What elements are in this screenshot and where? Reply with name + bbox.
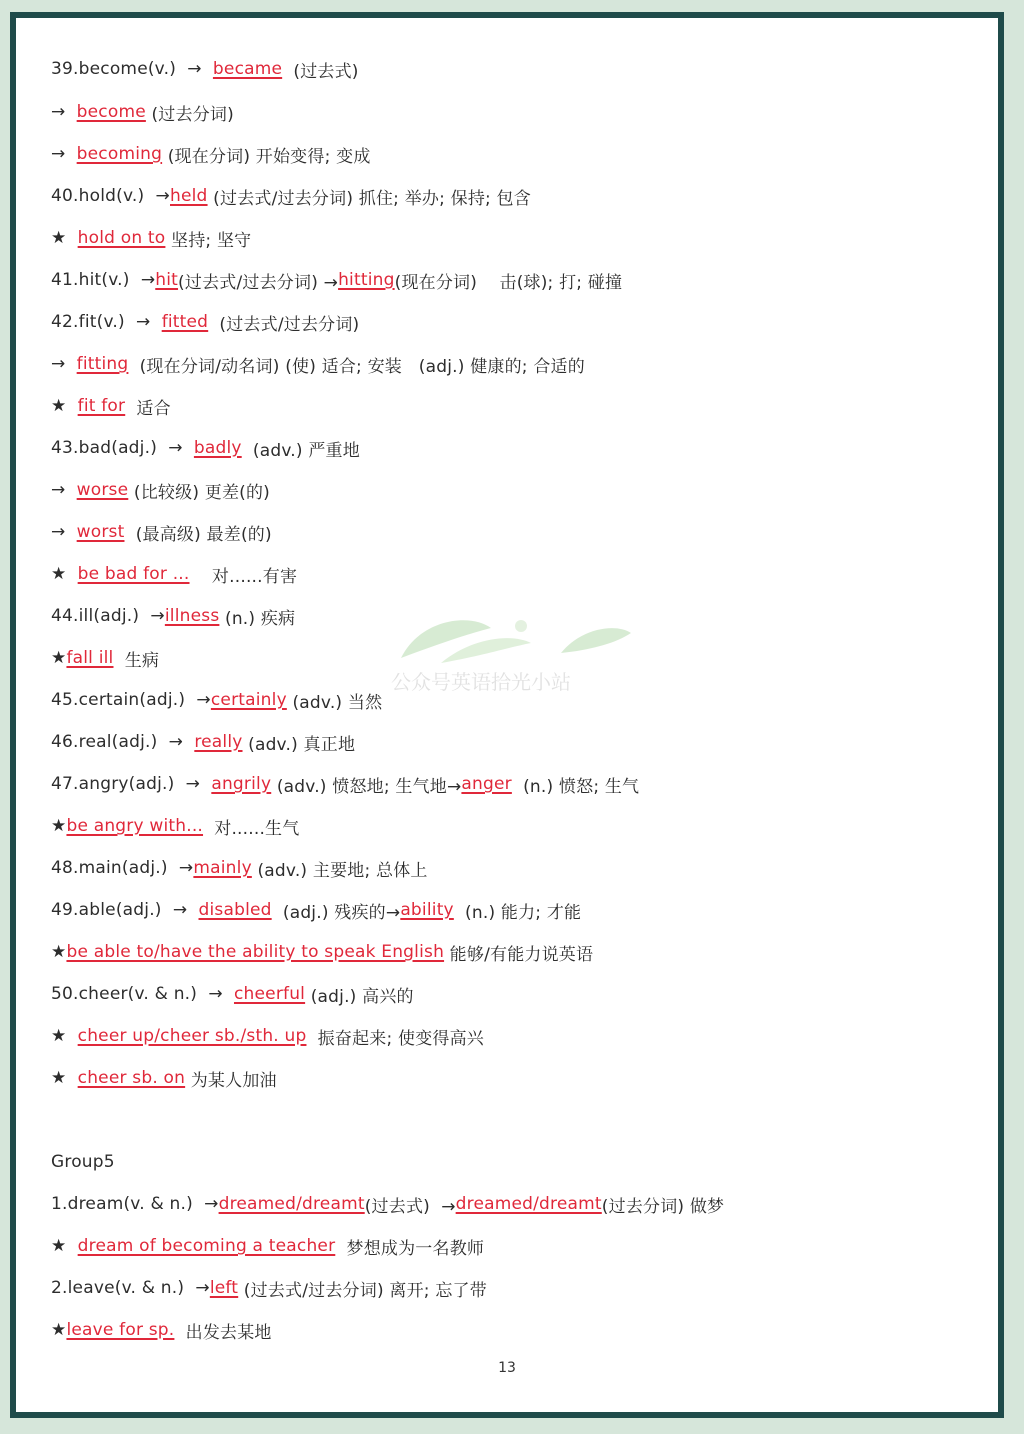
vocab-line [51, 1189, 988, 1219]
line-text: (最高级) 最差(的) [124, 524, 272, 545]
answer-text: badly [193, 438, 242, 458]
vocab-line [51, 895, 988, 925]
line-text: 1.dream(v. & n.) → [51, 1194, 219, 1214]
vocab-line [51, 1231, 988, 1261]
document-page [16, 18, 998, 1412]
line-text: → [51, 522, 77, 542]
vocab-line [51, 139, 988, 169]
answer-text: held [170, 186, 208, 206]
vocab-line [51, 727, 988, 757]
line-text: 适合 [125, 398, 171, 419]
answer-text: worst [76, 522, 125, 542]
vocab-line [51, 643, 988, 673]
answer-text: worse [76, 480, 129, 500]
vocab-line [51, 1063, 988, 1093]
line-text: 42.fit(v.) → [51, 312, 162, 332]
line-text: → [51, 354, 77, 374]
vocab-line [51, 433, 988, 463]
vocab-line [51, 54, 988, 84]
line-text: 50.cheer(v. & n.) → [51, 984, 234, 1004]
answer-text: mainly [193, 858, 252, 878]
line-text: 2.leave(v. & n.) → [51, 1278, 210, 1298]
vocab-line [51, 853, 988, 883]
answer-text: fall ill [66, 648, 114, 668]
line-text: (n.) 愤怒; 生气 [511, 776, 640, 797]
line-text: 坚持; 坚守 [165, 230, 252, 251]
line-text: (adv.) 当然 [286, 692, 383, 713]
line-text: 40.hold(v.) → [51, 186, 170, 206]
vocab-line [51, 937, 988, 967]
vocab-line [51, 391, 988, 421]
line-text: ★ [51, 228, 78, 248]
answer-text: dreamed/dreamt [455, 1194, 602, 1214]
line-text: (过去式/过去分词) 离开; 忘了带 [238, 1280, 487, 1301]
vocab-line [51, 1315, 988, 1345]
line-text: (过去式) → [364, 1196, 456, 1217]
line-text: 能够/有能力说英语 [444, 944, 594, 965]
line-text: 对......有害 [189, 566, 298, 587]
line-text: 46.real(adj.) → [51, 732, 195, 752]
vocab-line [51, 97, 988, 127]
line-text: ★ [51, 1068, 78, 1088]
answer-text: disabled [198, 900, 272, 920]
answer-text: certainly [210, 690, 287, 710]
vocabulary-list [16, 18, 998, 1412]
line-text: (过去式/过去分词) → [178, 272, 339, 293]
answer-text: cheer sb. on [77, 1068, 186, 1088]
vocab-line [51, 979, 988, 1009]
line-text: (现在分词) 击(球); 打; 碰撞 [394, 272, 623, 293]
answer-text: fit for [77, 396, 126, 416]
vocab-line [51, 265, 988, 295]
line-text: ★ [51, 942, 67, 962]
line-text: (过去式/过去分词) [208, 314, 360, 335]
line-text: 梦想成为一名教师 [335, 1238, 485, 1259]
line-text: (比较级) 更差(的) [128, 482, 271, 503]
vocab-line [51, 181, 988, 211]
line-text: (adv.) 主要地; 总体上 [251, 860, 428, 881]
line-text: ★ [51, 1236, 78, 1256]
vocab-line [51, 517, 988, 547]
line-text: 48.main(adj.) → [51, 858, 194, 878]
line-text: 49.able(adj.) → [51, 900, 199, 920]
vocab-line [51, 349, 988, 379]
line-text: (现在分词) 开始变得; 变成 [162, 146, 371, 167]
answer-text: be angry with... [66, 816, 204, 836]
line-text: ★ [51, 1320, 67, 1340]
line-text: (adv.) 愤怒地; 生气地→ [271, 776, 462, 797]
line-text: (n.) 疾病 [219, 608, 296, 629]
vocab-line [51, 475, 988, 505]
line-text: (adj.) 高兴的 [305, 986, 414, 1007]
line-text: ★ [51, 564, 78, 584]
answer-text: leave for sp. [66, 1320, 175, 1340]
answer-text: hitting [338, 270, 395, 290]
line-text: (过去式/过去分词) 抓住; 举办; 保持; 包含 [207, 188, 531, 209]
line-text: (n.) 能力; 才能 [453, 902, 582, 923]
line-text: Group5 [51, 1152, 115, 1172]
page-frame [10, 12, 1004, 1418]
line-text: (adv.) 严重地 [241, 440, 360, 461]
vocab-line [51, 559, 988, 589]
answer-text: ability [400, 900, 454, 920]
answer-text: cheerful [233, 984, 306, 1004]
answer-text: hit [155, 270, 179, 290]
line-text: ★ [51, 816, 67, 836]
vocab-line [51, 1021, 988, 1051]
line-text: 44.ill(adj.) → [51, 606, 165, 626]
answer-text: be able to/have the ability to speak English [66, 942, 445, 962]
vocab-line [51, 601, 988, 631]
vocab-line [51, 1273, 988, 1303]
line-text: (过去式) [282, 61, 359, 82]
line-text: 为某人加油 [185, 1070, 277, 1091]
line-text: ★ [51, 396, 78, 416]
answer-text: cheer up/cheer sb./sth. up [77, 1026, 307, 1046]
line-text: (过去分词) [145, 104, 234, 125]
line-text: 对......生气 [203, 818, 300, 839]
answer-text: became [212, 59, 283, 79]
answer-text: dreamed/dreamt [218, 1194, 365, 1214]
line-text: 45.certain(adj.) → [51, 690, 211, 710]
vocab-line [51, 307, 988, 337]
line-text: → [51, 102, 77, 122]
answer-text: angrily [211, 774, 272, 794]
line-text: (现在分词/动名词) (使) 适合; 安装 (adj.) 健康的; 合适的 [128, 356, 585, 377]
page-number: 13 [498, 1360, 516, 1376]
line-text: ★ [51, 648, 67, 668]
vocab-line [51, 811, 988, 841]
answer-text: left [209, 1278, 239, 1298]
answer-text: anger [461, 774, 512, 794]
line-text: 生病 [113, 650, 160, 671]
line-text: 出发去某地 [174, 1322, 272, 1343]
line-text: 43.bad(adj.) → [51, 438, 194, 458]
line-text: (adv.) 真正地 [242, 734, 356, 755]
vocab-line [51, 223, 988, 253]
line-text: (过去分词) 做梦 [601, 1196, 725, 1217]
answer-text: really [194, 732, 243, 752]
line-text: 47.angry(adj.) → [51, 774, 212, 794]
answer-text: fitted [161, 312, 209, 332]
line-text: 41.hit(v.) → [51, 270, 156, 290]
answer-text: become [76, 102, 146, 122]
vocab-line [51, 685, 988, 715]
line-text: 39.become(v.) → [51, 59, 213, 79]
answer-text: dream of becoming a teacher [77, 1236, 336, 1256]
line-text: → [51, 144, 77, 164]
answer-text: be bad for ... [77, 564, 190, 584]
answer-text: hold on to [77, 228, 166, 248]
line-text: → [51, 480, 77, 500]
watermark-text: 公众号英语拾光小站 [391, 670, 571, 694]
line-text: ★ [51, 1026, 78, 1046]
answer-text: fitting [76, 354, 129, 374]
line-text: (adj.) 残疾的→ [271, 902, 401, 923]
vocab-line [51, 1147, 988, 1177]
vocab-line [51, 769, 988, 799]
answer-text: illness [164, 606, 220, 626]
answer-text: becoming [76, 144, 163, 164]
line-text: 振奋起来; 使变得高兴 [306, 1028, 485, 1049]
